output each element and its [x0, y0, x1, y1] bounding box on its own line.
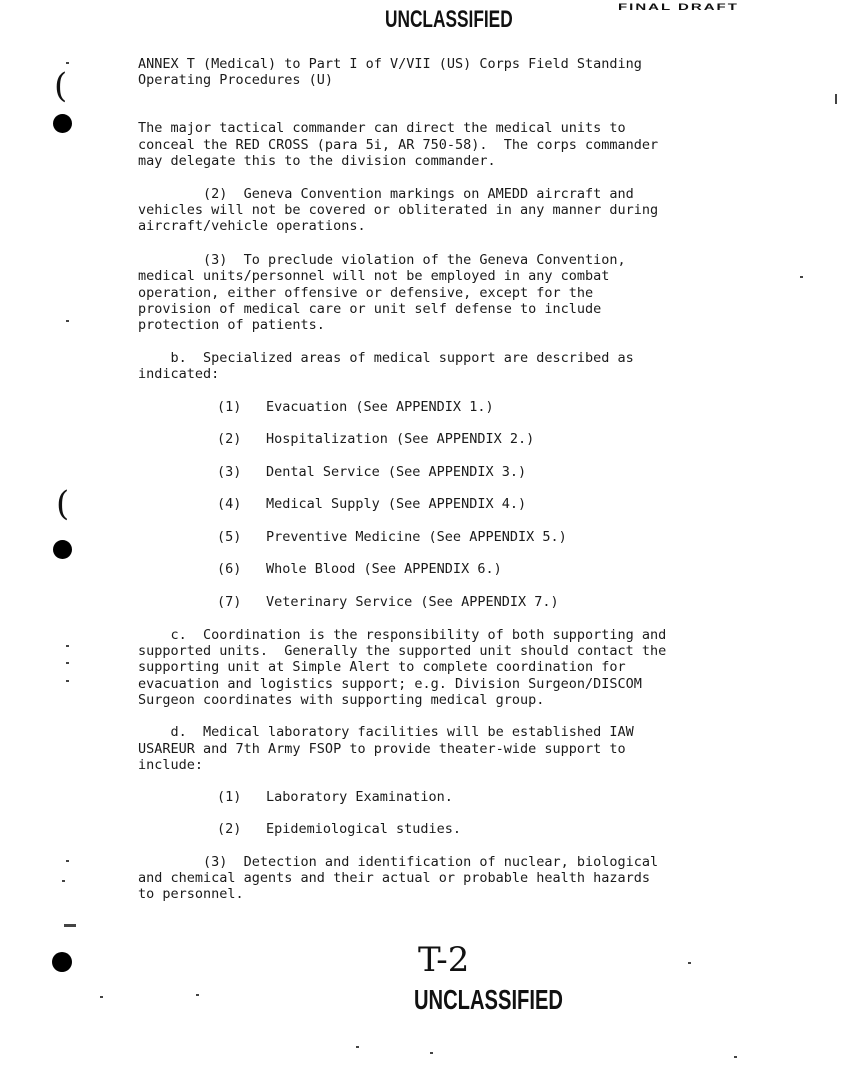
- scan-speck: [66, 62, 69, 64]
- scan-speck: [356, 1046, 359, 1048]
- punch-hole-icon: [52, 952, 72, 972]
- text-line: operation, either offensive or defensive, except for the: [138, 285, 594, 301]
- list-item: Preventive Medicine (See APPENDIX 5.): [266, 529, 567, 545]
- list-item: Whole Blood (See APPENDIX 6.): [266, 561, 502, 577]
- text-line: provision of medical care or unit self defense to include: [138, 301, 602, 317]
- list-item: Laboratory Examination.: [266, 789, 453, 805]
- text-line: (3) Detection and identification of nuclear, biological: [138, 854, 659, 870]
- text-line: include:: [138, 757, 204, 773]
- text-line: evacuation and logistics support; e.g. Division Surgeon/DISCOM: [138, 676, 642, 692]
- text-line: vehicles will not be covered or obliterated in any manner during: [138, 202, 659, 218]
- text-line: medical units/personnel will not be employed in any combat: [138, 268, 610, 284]
- list-item: Epidemiological studies.: [266, 821, 462, 837]
- text-line: c. Coordination is the responsibility of both supporting and: [138, 627, 667, 643]
- text-line: aircraft/vehicle operations.: [138, 218, 366, 234]
- text-line: indicated:: [138, 366, 220, 382]
- text-line: USAREUR and 7th Army FSOP to provide theater-wide support to: [138, 741, 626, 757]
- scan-speck: [66, 645, 69, 647]
- scan-speck: [196, 994, 199, 996]
- punch-hole-icon: [53, 540, 72, 559]
- list-item-number: (1): [217, 789, 242, 805]
- list-item: Veterinary Service (See APPENDIX 7.): [266, 594, 559, 610]
- text-line: supporting unit at Simple Alert to complete coordination for: [138, 659, 626, 675]
- text-line: and chemical agents and their actual or probable health hazards: [138, 870, 651, 886]
- scan-speck: [688, 962, 691, 964]
- scan-speck: [62, 880, 65, 882]
- list-item-number: (2): [217, 821, 242, 837]
- list-item: Dental Service (See APPENDIX 3.): [266, 464, 527, 480]
- text-line: d. Medical laboratory facilities will be established IAW: [138, 724, 634, 740]
- scan-speck: [66, 680, 69, 682]
- scan-speck: [430, 1052, 433, 1054]
- list-item: Medical Supply (See APPENDIX 4.): [266, 496, 527, 512]
- text-line: (3) To preclude violation of the Geneva Convention,: [138, 252, 626, 268]
- scan-speck: [800, 276, 803, 278]
- list-item-number: (2): [217, 431, 242, 447]
- scan-speck: [100, 996, 103, 998]
- text-line: may delegate this to the division commander.: [138, 153, 496, 169]
- scan-speck: [64, 924, 76, 927]
- list-item: Evacuation (See APPENDIX 1.): [266, 399, 494, 415]
- list-item-number: (7): [217, 594, 242, 610]
- punch-hole-icon: [53, 114, 72, 133]
- text-line: ANNEX T (Medical) to Part I of V/VII (US) Corps Field Standing: [138, 56, 642, 72]
- text-line: Surgeon coordinates with supporting medical group.: [138, 692, 545, 708]
- scan-speck: [835, 94, 837, 104]
- page-number: T-2: [418, 940, 470, 980]
- text-line: b. Specialized areas of medical support are described as: [138, 350, 634, 366]
- list-item: Hospitalization (See APPENDIX 2.): [266, 431, 535, 447]
- list-item-number: (6): [217, 561, 242, 577]
- scan-speck: [66, 860, 69, 862]
- list-item-number: (5): [217, 529, 242, 545]
- classification-stamp-top: UNCLASSIFIED: [385, 6, 513, 33]
- scan-speck: [734, 1056, 737, 1058]
- binder-bracket-icon: (: [56, 484, 70, 524]
- draft-mark: FINAL DRAFT: [618, 2, 739, 13]
- binder-bracket-icon: (: [54, 66, 68, 106]
- list-item-number: (1): [217, 399, 242, 415]
- classification-stamp-bottom: UNCLASSIFIED: [414, 984, 563, 1015]
- text-line: Operating Procedures (U): [138, 72, 334, 88]
- list-item-number: (4): [217, 496, 242, 512]
- text-line: supported units. Generally the supported unit should contact the: [138, 643, 667, 659]
- text-line: protection of patients.: [138, 317, 325, 333]
- text-line: to personnel.: [138, 886, 244, 902]
- scan-speck: [66, 662, 69, 664]
- list-item-number: (3): [217, 464, 242, 480]
- scan-speck: [66, 320, 69, 322]
- text-line: The major tactical commander can direct the medical units to: [138, 120, 626, 136]
- text-line: (2) Geneva Convention markings on AMEDD aircraft and: [138, 186, 634, 202]
- text-line: conceal the RED CROSS (para 5i, AR 750-58). The corps commander: [138, 137, 659, 153]
